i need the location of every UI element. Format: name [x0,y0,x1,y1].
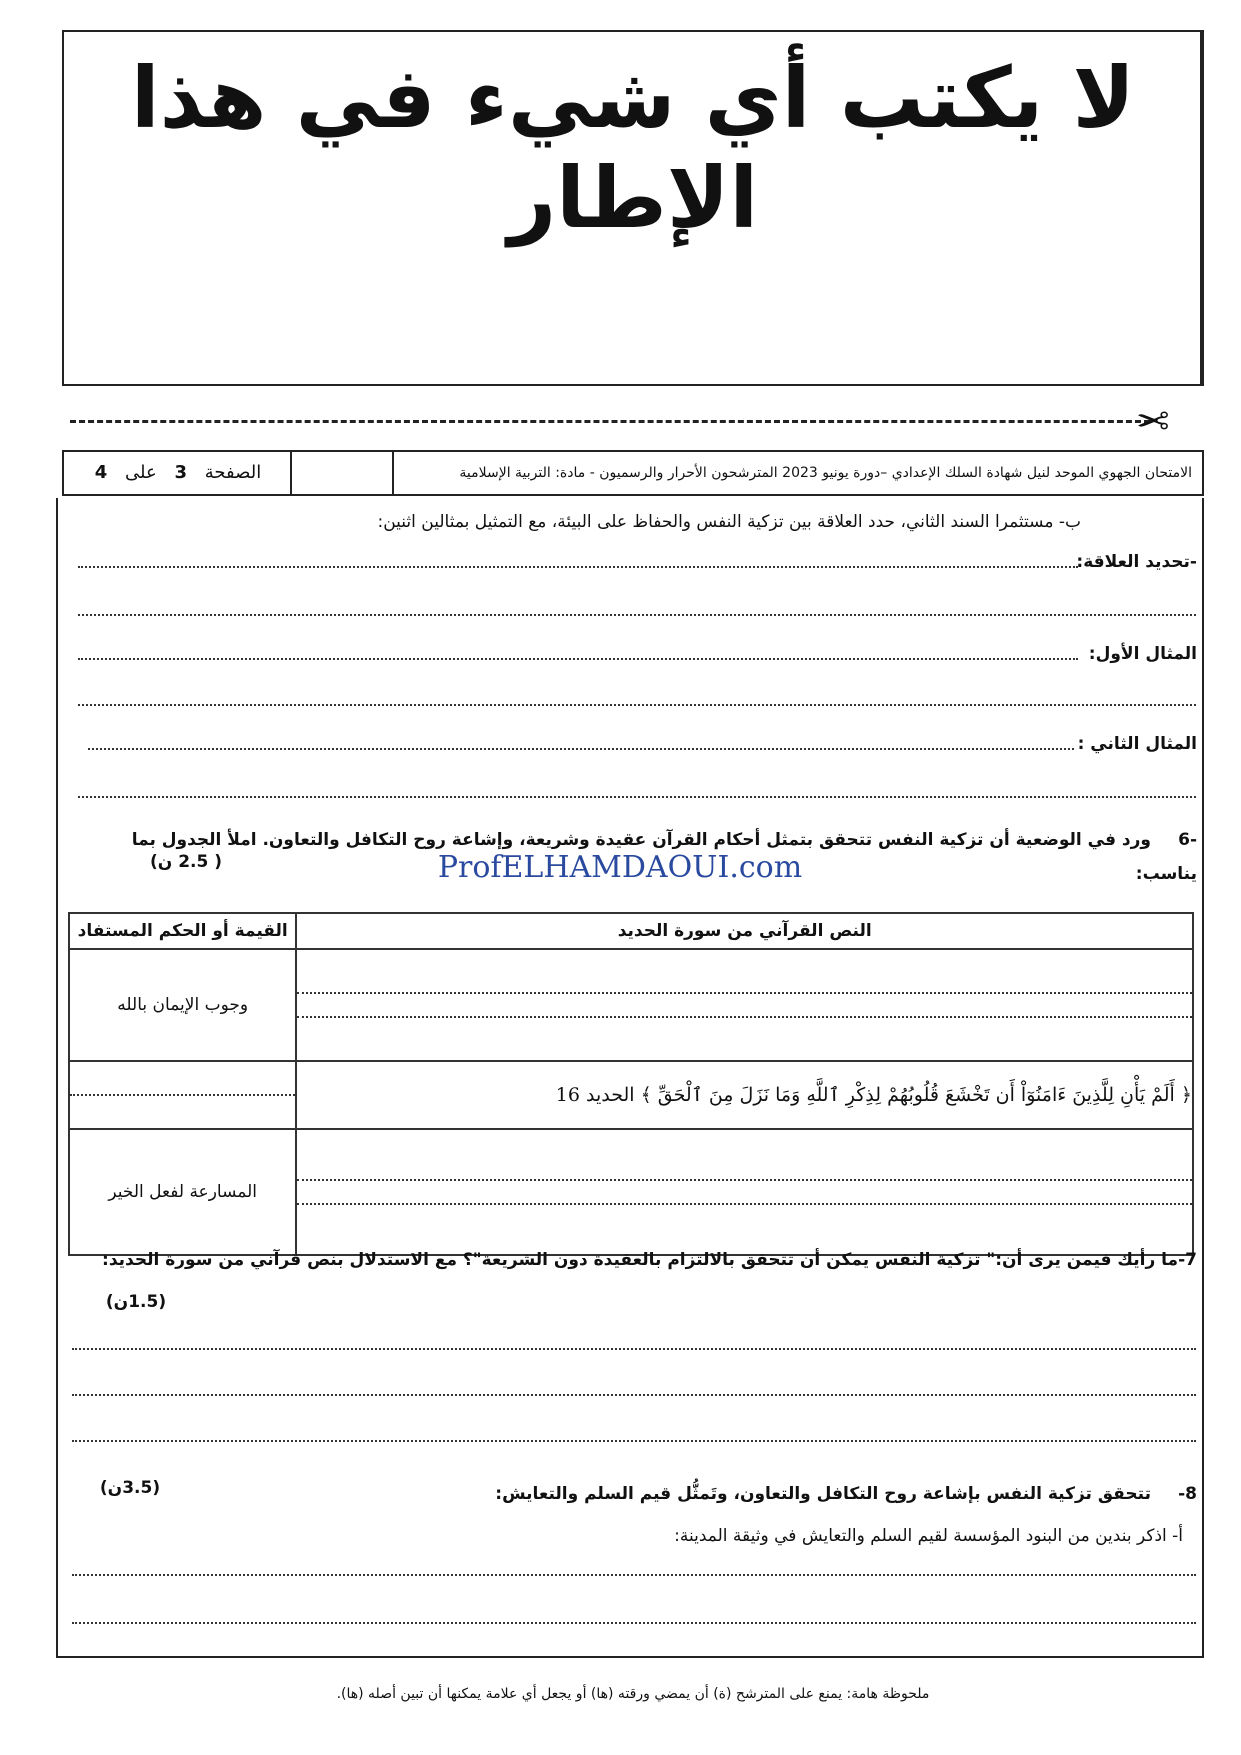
example2-label: المثال الثاني : [1077,734,1197,754]
q5b-prompt: ب- مستثمرا السند الثاني، حدد العلاقة بين تزكية النفس والحفاظ على البيئة، مع التمثيل بمثالين اثنين: [377,512,1081,532]
of-label: على [125,462,157,483]
value-cell: المسارعة لفعل الخير [69,1129,296,1255]
answer-line[interactable] [78,614,1196,616]
table-row [69,1061,1193,1129]
header-blank-cell [290,452,392,494]
answer-line[interactable] [297,1179,1192,1181]
ayah-answer-cell[interactable] [296,949,1193,1061]
q6-prompt-cont: يناسب: [1135,864,1197,884]
answer-line[interactable] [297,1016,1192,1018]
footnote: ملحوظة هامة: يمنع على المترشح (ة) أن يمضي ورقته (ها) أو يجعل أي علامة يمكنها أن تبين أصله (ها). [336,1686,930,1702]
answer-line[interactable] [297,992,1192,994]
banner-text: لا يكتب أي شيء في هذا الإطار [130,49,1136,247]
answer-line[interactable] [72,1440,1196,1442]
q8-prompt: تتحقق تزكية النفس بإشاعة روح التكافل والتعاون، وتَمثُّل قيم السلم والتعايش: [495,1484,1151,1504]
answer-line[interactable] [72,1622,1196,1624]
q6-prompt: ورد في الوضعية أن تزكية النفس تتحقق بتمثل أحكام القرآن عقيدة وشريعة، وإشاعة روح التكافل والتعاون. املأ الجدول بما [131,830,1151,850]
example1-label: المثال الأول: [1088,644,1197,664]
ayah-answer-cell[interactable] [296,1129,1193,1255]
value-cell: وجوب الإيمان بالله [69,949,296,1061]
q6-points: ( 2.5 ن) [149,852,223,872]
answer-line[interactable] [78,704,1196,706]
scissors-icon: ✂ [1136,399,1170,445]
table-row [69,949,1193,1061]
answer-line[interactable] [78,658,1078,660]
answer-line[interactable] [78,566,1078,568]
relation-label: -تحديد العلاقة: [1076,552,1197,572]
answer-line[interactable] [72,1394,1196,1396]
col-value: القيمة أو الحكم المستفاد [69,913,296,949]
table-row [69,1129,1193,1255]
q8-number: 8- [1178,1484,1197,1504]
q7-points: (1.5ن) [105,1292,167,1312]
exam-title: الامتحان الجهوي الموحد لنيل شهادة السلك الإعدادي –دورة يونيو 2023 المترشحون الأحرار والرسميون - مادة: التربية الإسلامية [392,452,1202,494]
q6-number: -6 [1178,830,1197,850]
page-number: 3 [174,462,187,483]
answer-line[interactable] [72,1348,1196,1350]
answer-line[interactable] [78,796,1196,798]
col-quran-text: النص القرآني من سورة الحديد [296,913,1193,949]
page-indicator [64,452,292,494]
watermark: ProfELHAMDAOUI.com [437,850,803,885]
answer-line[interactable] [70,1094,295,1096]
page-total: 4 [94,462,108,483]
page-label: الصفحة [204,462,262,483]
q7-prompt: 7-ما رأيك فيمن يرى أن:" تزكية النفس يمكن أن تتحقق بالالتزام بالعقيدة دون الشريعة"؟ مع الاستدلال بنص قرآني من سورة الحديد: [102,1250,1197,1270]
page-header [62,450,1204,496]
answer-line[interactable] [297,1203,1192,1205]
q8a-prompt: أ- اذكر بندين من البنود المؤسسة لقيم السلم والتعايش في وثيقة المدينة: [674,1526,1183,1546]
value-answer-cell[interactable] [69,1061,296,1129]
cut-line [70,420,1150,423]
q6-table [68,912,1194,1256]
table-header-row [69,913,1193,949]
answer-line[interactable] [72,1574,1196,1576]
q8-points: (3.5ن) [99,1478,161,1498]
answer-line[interactable] [88,748,1074,750]
ayah-text: ﴿ أَلَمْ يَأْنِ لِلَّذِينَ ءَامَنُوٓاْ أَن تَخْشَعَ قُلُوبُهُمْ لِذِكْرِ ٱللَّهِ وَمَا نَزَلَ مِنَ ٱلْحَقِّ ﴾ الحديد 16 [296,1061,1193,1129]
